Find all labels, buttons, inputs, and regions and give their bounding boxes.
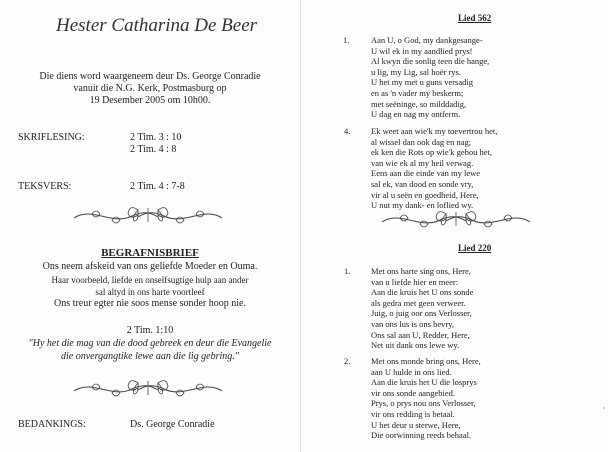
verse-line: Prys, o prys nou ons Verlosser, (371, 398, 476, 409)
verse-line: Ons sal aan U, Redder, Here, (371, 329, 470, 340)
verse-line: Ek weet aan wie'k my toevertrou het, (371, 126, 498, 136)
hymn-1-verse-1-text (371, 35, 489, 120)
service-line-1: Die diens word waargeneem deur Ds. George Conradie (39, 71, 261, 82)
letter-line-2: Haar voorbeeld, liefde en onselfsugtige hulp aan ander (51, 275, 249, 285)
verse-line: van wie ek al my heil verwag. (371, 157, 474, 168)
quote-line-2: die onvergangtike lewe aan die lig gebring." (61, 351, 239, 362)
verse-line: Al kwyn die sonlig teen die hange, (371, 56, 490, 67)
hymn-2-verse-1-text (371, 266, 473, 351)
verse-line: als gedra met geen verweer. (371, 297, 466, 308)
skriflesing-label: SKRIFLESING: (18, 132, 85, 143)
verse-line: Met ons monde bring ons, Here, (371, 356, 481, 366)
quote-reference: 2 Tim. 1:10 (126, 325, 174, 336)
skriflesing-ref-1: 2 Tim. 3 : 10 (130, 132, 182, 143)
verse-line: met seëninge, so milddadig, (371, 98, 467, 109)
hymn-2-verse-2-number: 2. (344, 356, 351, 366)
service-line-3: 19 Desember 2005 om 10h00. (89, 95, 211, 106)
hymn-1-verse-1-number: 1. (343, 35, 350, 45)
verse-line: al wissel dan ook dag en nag; (371, 136, 472, 147)
quote-line-1: "Hy het die mag van die dood gebreek en deur die Evangelie (28, 338, 272, 349)
verse-line: van ons lus is ons bevry, (371, 318, 455, 329)
verse-line: ek ken die Rots op wie'k gebou het, (371, 147, 492, 158)
verse-line: Aan U, o God, my dankgesange- (371, 35, 483, 45)
left-page (0, 0, 300, 452)
verse-line: Aan die kruis het U ons sonde (371, 287, 474, 298)
butterfly-vine-ornament-2 (72, 377, 226, 401)
verse-line: U het deur u sterwe, Here, (371, 419, 461, 430)
hymn-1-title: Lied 562 (458, 13, 492, 23)
deceased-name-title: Hester Catharina De Beer (56, 15, 258, 36)
bedankings-name: Ds. George Conradie (130, 419, 215, 430)
bedankings-label: BEDANKINGS: (18, 419, 86, 430)
verse-line: U dag en nag my ontferm. (371, 109, 461, 120)
letter-line-3: sal altyd in ons harte voortleef (95, 287, 205, 297)
hymn-2-title: Lied 220 (458, 243, 492, 253)
verse-line: Net uit dank ons lewe wy. (371, 340, 460, 351)
butterfly-vine-ornament-3 (380, 208, 534, 232)
verse-line: vir ons sonde aangebied. (371, 387, 456, 398)
skriflesing-ref-2: 2 Tim. 4 : 8 (130, 144, 177, 155)
letter-heading: BEGRAFNISBRIEF (101, 247, 199, 259)
verse-line: U het my met u guns versadig (371, 77, 473, 88)
verse-line: U nut my dank- en loflied wy. (371, 200, 474, 211)
verse-line: van u liefde hier en meer: (371, 276, 459, 287)
hymn-1-verse-2-text (371, 126, 497, 211)
verse-line: Die oorwinning reeds behaal. (371, 430, 472, 441)
verse-line: Aan die kruis het U die losprys (371, 377, 477, 388)
verse-line: u lig, my Lig, sal hoër rys. (371, 66, 461, 77)
verse-line: U wil ek in my aandlied prys! (371, 45, 473, 56)
verse-line: en as 'n vader my beskerm; (371, 87, 464, 98)
verse-line: Eens aan die einde van my lewe (371, 168, 481, 179)
verse-line: Met ons harte sing ons, Here, (371, 266, 471, 276)
scan-speck (603, 407, 605, 409)
hymn-1-verse-2-number: 4. (344, 126, 351, 136)
hymn-2-verse-1-number: 1. (344, 266, 351, 276)
verse-line: Juig, o juig oor ons Verlosser, (371, 308, 472, 319)
verse-line: vir ons redding is betaal. (371, 408, 455, 419)
hymn-2-verse-2-text (371, 356, 481, 441)
letter-line-1: Ons neem afskeid van ons geliefde Moeder en Ouma. (42, 261, 258, 272)
teksvers-ref: 2 Tim. 4 : 7-8 (130, 181, 185, 192)
butterfly-vine-ornament (72, 204, 226, 228)
teksvers-label: TEKSVERS: (18, 181, 72, 192)
verse-line: sal ek, van dood en sonde vry, (371, 178, 474, 189)
verse-line: vir al u seën en goedheid, Here, (371, 189, 479, 200)
service-line-2: vanuit die N.G. Kerk, Postmasburg op (73, 83, 227, 94)
letter-line-4: Ons treur egter nie soos mense sonder hoop nie. (54, 298, 246, 309)
verse-line: aan U hulde in ons lied. (371, 366, 452, 377)
